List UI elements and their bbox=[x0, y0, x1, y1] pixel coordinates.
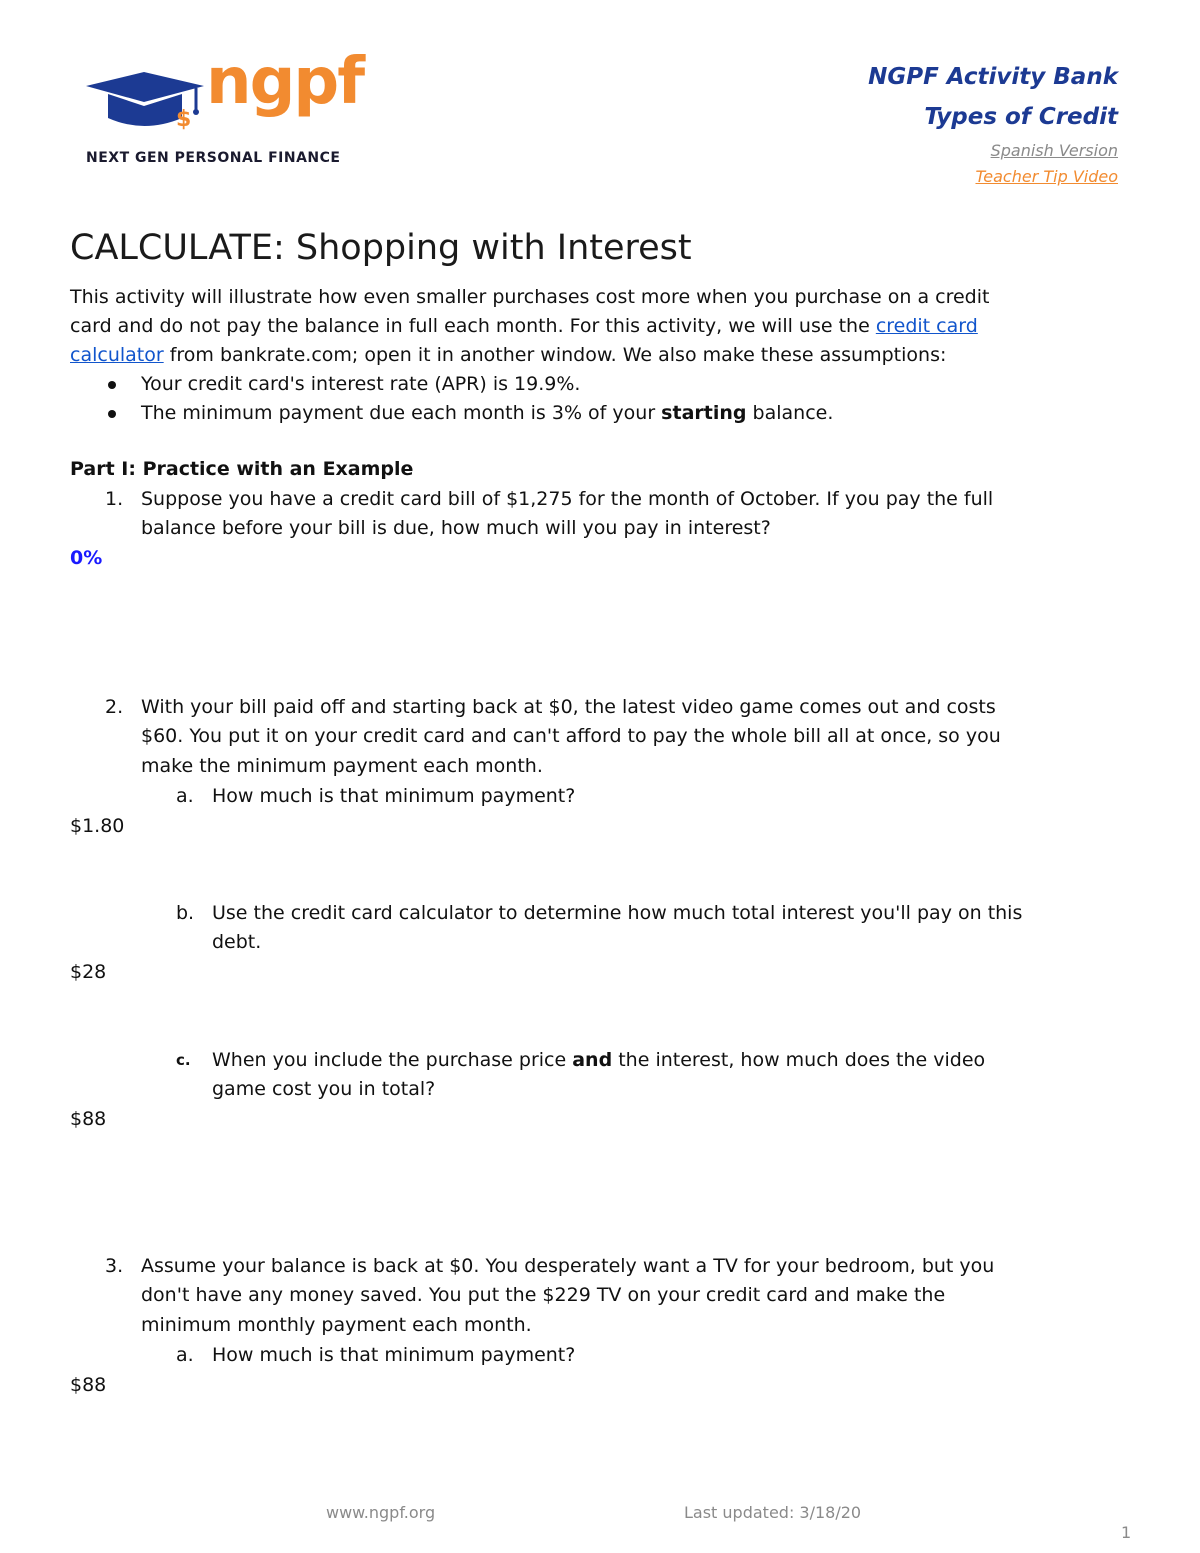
q2c-line-2: game cost you in total? bbox=[212, 1078, 436, 1100]
q2a-label: a. bbox=[176, 785, 194, 807]
page-title: CALCULATE: Shopping with Interest bbox=[70, 228, 692, 268]
q2-line-1: With your bill paid off and starting back at $0, the latest video game comes out and costs bbox=[141, 696, 996, 718]
credit-card-calculator-link-cont[interactable]: calculator bbox=[70, 344, 164, 366]
logo-wordmark: ngpf bbox=[206, 45, 364, 119]
q2-number: 2. bbox=[105, 696, 124, 718]
q3a-label: a. bbox=[176, 1344, 194, 1366]
q1-number: 1. bbox=[105, 488, 124, 510]
svg-text:$: $ bbox=[176, 107, 192, 132]
q1-answer: 0% bbox=[70, 547, 103, 569]
activity-bank-title: NGPF Activity Bank bbox=[868, 64, 1118, 90]
q2c-label: c. bbox=[176, 1051, 191, 1069]
assumption-apr: Your credit card's interest rate (APR) is 19.9%. bbox=[141, 373, 581, 395]
q2c-line-1: When you include the purchase price and the interest, how much does the video bbox=[212, 1049, 986, 1071]
q2b-label: b. bbox=[176, 902, 195, 924]
part1-heading: Part I: Practice with an Example bbox=[70, 458, 414, 480]
q3a-answer: $88 bbox=[70, 1374, 107, 1396]
q2-line-2: $60. You put it on your credit card and can't afford to pay the whole bill all at once, so you bbox=[141, 725, 1001, 747]
q2a-text: How much is that minimum payment? bbox=[212, 785, 576, 807]
q1-line-1: Suppose you have a credit card bill of $1,275 for the month of October. If you pay the full bbox=[141, 488, 994, 510]
teacher-tip-video-link[interactable]: Teacher Tip Video bbox=[975, 167, 1118, 186]
q3a-text: How much is that minimum payment? bbox=[212, 1344, 576, 1366]
intro-line-1: This activity will illustrate how even smaller purchases cost more when you purchase on a credit bbox=[70, 286, 990, 308]
q3-line-1: Assume your balance is back at $0. You desperately want a TV for your bedroom, but you bbox=[141, 1255, 995, 1277]
assumption-min-payment: The minimum payment due each month is 3% of your starting balance. bbox=[141, 402, 834, 424]
q2b-line-2: debt. bbox=[212, 931, 262, 953]
q1-line-2: balance before your bill is due, how much will you pay in interest? bbox=[141, 517, 771, 539]
q2b-line-1: Use the credit card calculator to determine how much total interest you'll pay on this bbox=[212, 902, 1023, 924]
q2b-answer: $28 bbox=[70, 961, 107, 983]
topic-title: Types of Credit bbox=[924, 104, 1118, 130]
graduation-cap-icon bbox=[86, 64, 206, 144]
bullet-icon bbox=[108, 381, 116, 389]
logo-tagline: NEXT GEN PERSONAL FINANCE bbox=[86, 150, 341, 166]
bullet-icon bbox=[108, 410, 116, 418]
intro-line-2: card and do not pay the balance in full each month. For this activity, we will use the credit card bbox=[70, 315, 978, 337]
q3-line-3: minimum monthly payment each month. bbox=[141, 1314, 532, 1336]
q2a-answer: $1.80 bbox=[70, 815, 125, 837]
intro-line-3: calculator from bankrate.com; open it in another window. We also make these assumptions: bbox=[70, 344, 947, 366]
footer-last-updated: Last updated: 3/18/20 bbox=[684, 1503, 862, 1522]
ngpf-logo bbox=[86, 45, 386, 174]
q3-line-2: don't have any money saved. You put the $229 TV on your credit card and make the bbox=[141, 1284, 946, 1306]
q2-line-3: make the minimum payment each month. bbox=[141, 755, 543, 777]
page-number: 1 bbox=[1121, 1523, 1132, 1542]
spanish-version-link[interactable]: Spanish Version bbox=[990, 141, 1118, 160]
q2c-answer: $88 bbox=[70, 1108, 107, 1130]
credit-card-calculator-link[interactable]: credit card bbox=[875, 315, 978, 337]
q3-number: 3. bbox=[105, 1255, 124, 1277]
footer-website[interactable]: www.ngpf.org bbox=[326, 1503, 436, 1522]
